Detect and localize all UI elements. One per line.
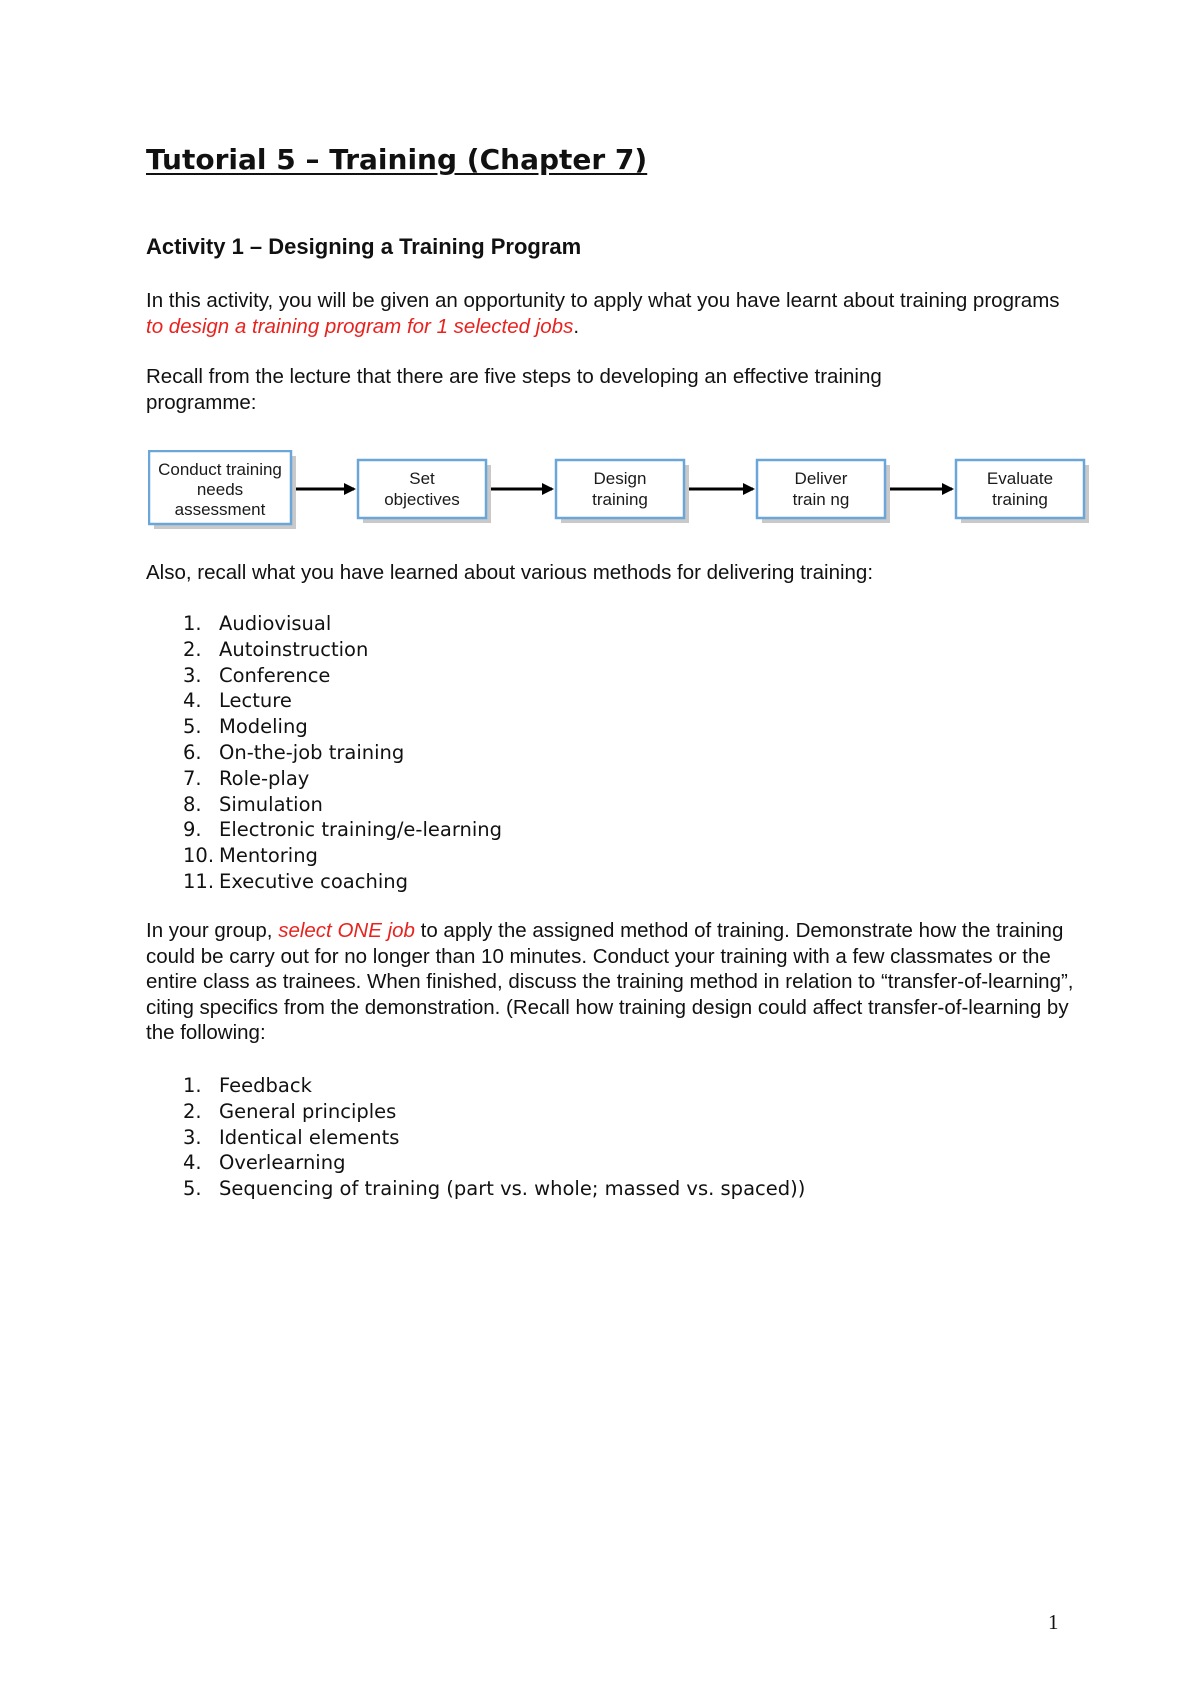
list-item — [146, 792, 502, 818]
list-item-number: 3. — [183, 663, 202, 687]
list-item — [146, 1073, 805, 1099]
list-item — [146, 843, 502, 869]
list-item-number: 6. — [183, 740, 202, 764]
list-item-number: 4. — [183, 1151, 202, 1175]
process-step-design-training — [556, 460, 689, 523]
list-item-number: 2. — [183, 1099, 202, 1123]
intro-highlight: to design a training program for 1 selected jobs — [146, 314, 574, 338]
list-item-label: On-the-job training — [219, 740, 405, 764]
list-item-label: General principles — [219, 1099, 397, 1123]
list-item-number: 10. — [183, 844, 215, 868]
step-text-line: Conduct training — [158, 460, 282, 479]
page-number: 1 — [1048, 1610, 1059, 1634]
intro-lead: In this activity, you will be given an opportunity to apply what you have learnt about training programs — [146, 289, 1060, 312]
list-item-number: 5. — [183, 715, 202, 739]
list-item-number: 5. — [183, 1177, 202, 1201]
list-item-label: Mentoring — [219, 844, 318, 868]
list-item-number: 11. — [183, 869, 215, 893]
list-item-label: Sequencing of training (part vs. whole; massed vs. spaced)) — [219, 1177, 806, 1201]
step-text-line: train ng — [792, 490, 850, 509]
list-item — [146, 766, 502, 792]
list-item-label: Simulation — [219, 792, 323, 816]
list-item-label: Lecture — [219, 689, 292, 713]
list-item-label: Executive coaching — [219, 869, 408, 893]
list-item-number: 3. — [183, 1125, 202, 1149]
list-item-number: 1. — [183, 612, 202, 635]
transfer-factors-list — [146, 1073, 805, 1202]
list-item — [146, 663, 502, 689]
list-item — [146, 688, 502, 714]
list-item-number: 4. — [183, 689, 202, 713]
list-item-number: 7. — [183, 766, 202, 790]
process-step-conduct-assessment — [149, 451, 296, 529]
group-task-paragraph — [146, 918, 1076, 1046]
list-item — [146, 714, 502, 740]
list-item-label: Overlearning — [219, 1151, 346, 1175]
recall-steps-paragraph: Recall from the lecture that there are five steps to developing an effective training programme: — [146, 365, 882, 414]
list-item — [146, 611, 502, 637]
step-text-line: training — [992, 490, 1048, 509]
list-item-number: 8. — [183, 792, 202, 816]
list-item — [146, 1176, 805, 1202]
list-item — [146, 817, 502, 843]
list-item — [146, 1150, 805, 1176]
list-item-label: Audiovisual — [219, 612, 332, 635]
list-item-label: Autoinstruction — [219, 637, 369, 661]
recall-methods-paragraph: Also, recall what you have learned about various methods for delivering training: — [146, 561, 874, 584]
list-item-label: Feedback — [219, 1074, 312, 1097]
list-item — [146, 869, 502, 895]
list-item — [146, 740, 502, 766]
intro-tail: . — [573, 314, 580, 338]
step-text-line: assessment — [174, 500, 266, 519]
list-item — [146, 1099, 805, 1125]
list-item-label: Role-play — [219, 766, 310, 790]
step-text-line: needs — [196, 480, 244, 499]
list-item-label: Conference — [219, 663, 331, 687]
step-text-line: objectives — [384, 490, 460, 509]
intro-paragraph — [146, 288, 1076, 339]
group-task-lead: In your group, — [146, 919, 279, 942]
training-process-diagram — [148, 450, 1098, 535]
page-title: Tutorial 5 – Training (Chapter 7) — [146, 143, 648, 176]
list-item-label: Electronic training/e-learning — [219, 818, 503, 842]
group-task-tail: to apply the assigned method of training. Demonstrate how the training could be carry out for no longer than 10 minutes. Conduct your training with a few classmates or the entire class as trainees. When finished, discuss the training method in relation to “transfer-of-learning”, citing specifics from the demonstration. (Recall how training design could affect transfer-of-learning by the following: — [146, 919, 1074, 1044]
list-item-number: 2. — [183, 637, 202, 661]
process-step-deliver-training — [757, 460, 890, 523]
list-item — [146, 1125, 805, 1151]
step-text-line: Design — [593, 469, 647, 488]
step-text-line: Set — [409, 469, 435, 488]
step-text-line: Evaluate — [986, 469, 1054, 488]
list-item-label: Identical elements — [219, 1125, 400, 1149]
list-item — [146, 637, 502, 663]
list-item-number: 9. — [183, 818, 202, 842]
list-item-number: 1. — [183, 1074, 202, 1097]
group-task-highlight: select ONE job — [278, 919, 415, 942]
list-item-label: Modeling — [219, 715, 308, 739]
process-step-evaluate-training — [956, 460, 1089, 523]
step-text-line: training — [592, 490, 648, 509]
process-step-set-objectives — [358, 460, 491, 523]
activity-heading: Activity 1 – Designing a Training Program — [146, 234, 582, 259]
step-text-line: Deliver — [794, 469, 848, 488]
training-methods-list — [146, 611, 502, 895]
